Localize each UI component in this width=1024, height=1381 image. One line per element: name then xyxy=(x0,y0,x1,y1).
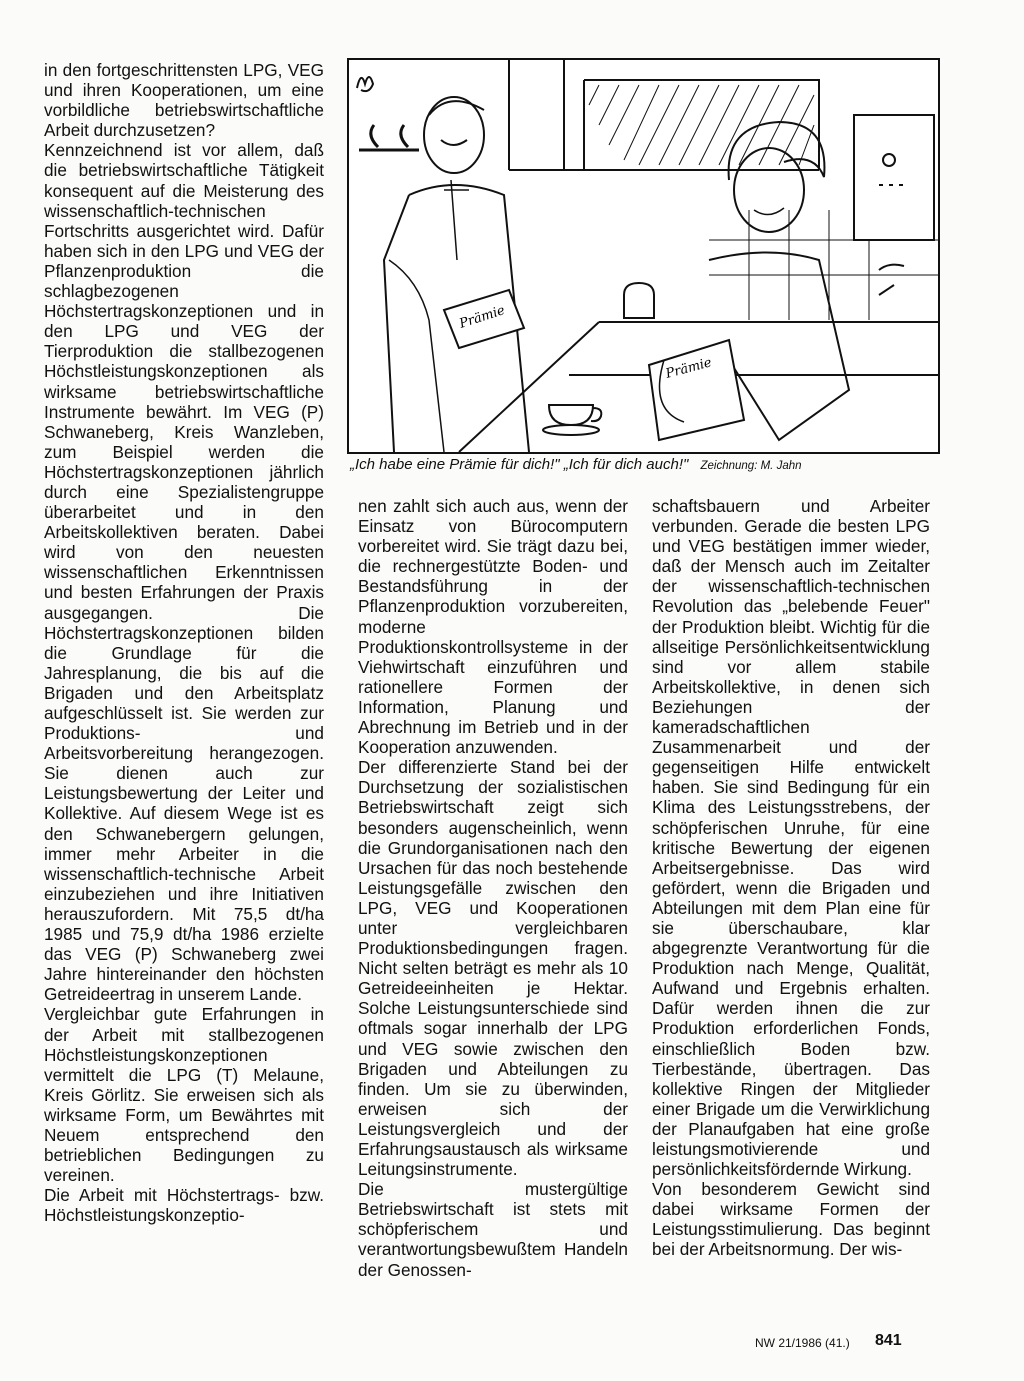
paragraph: Von besonderem Gewicht sind dabei wirksame Formen der Leistungsstimulierung. Das beginnt bei der Arbeitsnormung. Der wis- xyxy=(652,1179,930,1260)
artist-monogram xyxy=(357,77,373,91)
text-column-1 xyxy=(44,60,324,1225)
cartoon-drawing xyxy=(349,60,938,452)
paragraph: Die mustergültige Betriebswirtschaft ist stets mit schöpferischem und verantwortungsbewußtem Handeln der Genossen- xyxy=(358,1179,628,1280)
envelope-label: Prämie xyxy=(664,355,714,382)
illustration-credit: Zeichnung: M. Jahn xyxy=(700,460,802,472)
paragraph: Kennzeichnend ist vor allem, daß die betriebswirtschaftliche Tätigkeit konsequent auf die Meisterung des wissenschaftlich-technischen Fortschritts ausgerichtet wird. Dafür haben sich in den LPG und VEG der Pflanzenproduktion die schlagbezogenen Höchstertragskonzeptionen und in den LPG und VEG der Tierproduktion die stallbezogenen Höchstleistungskonzeptionen als wirksame betriebswirtschaftliche Instrumente bewährt. Im VEG (P) Schwaneberg, Kreis Wanzleben, zum Beispiel werden die Höchstertragskonzeptionen jährlich durch eine Spezialistengruppe überarbeitet und in den Arbeitskollektiven beraten. Dabei wird von den neuesten wissenschaftlichen Erkenntnissen und besten Erfahrungen der Praxis ausgegangen. Die Höchstertragskonzeptionen bilden die Grundlage für die Jahresplanung, die bis auf die Brigaden und den Arbeitsplatz aufgeschlüsselt ist. Sie werden zur Produktions- und Arbeitsvorbereitung herangezogen. Sie dienen auch zur Leistungsbewertung der Leiter und Kollektive. Auf diesem Wege ist es den Schwanebergern gelungen, immer mehr Arbeiter in die wissenschaftlich-technische Arbeit einzubeziehen und ihre Initiativen herauszufordern. Mit 75,5 dt/ha 1985 und 75,9 dt/ha 1986 erzielte das VEG (P) Schwaneberg zwei Jahre hintereinander den höchsten Getreideertrag in unserem Lande. xyxy=(44,140,324,1005)
paragraph: schaftsbauern und Arbeiter verbunden. Gerade die besten LPG und VEG bestätigen immer wieder, daß der Mensch auch im Zeitalter der wissenschaftlich-technischen Revolution das „belebende Feuer" der Produktion bleibt. Wichtig für die allseitige Persönlichkeitsentwicklung sind vor allem stabile Arbeitskollektive, in denen sich Beziehungen der kameradschaftlichen Zusammenarbeit und der gegenseitigen Hilfe entwickelt haben. Sie sind Bedingung für ein Klima des Leistungsstrebens, der schöpferischen Unruhe, für eine kritische Bewertung der eigenen Arbeitsergebnisse. Das wird gefördert, wenn die Brigaden und Abteilungen mit dem Plan eine für sie überschaubare, klar abgegrenzte Verantwortung für die Produktion nach Menge, Qualität, Aufwand und Ergebnis erhalten. Dafür werden ihnen die zur Produktion erforderlichen Fonds, einschließlich Boden bzw. Tierbestände, übertragen. Das kollektive Ringen der Mitglieder einer Brigade um die Verwirklichung der Planaufgaben hat eine große leistungsmotivierende und persönlichkeitsfördernde Wirkung. xyxy=(652,496,930,1180)
cartoon-illustration xyxy=(347,58,940,454)
paragraph: Vergleichbar gute Erfahrungen in der Arbeit mit stallbezogenen Höchstleistungskonzeptionen vermittelt die LPG (T) Melaune, Kreis Görlitz. Sie erweisen sich als wirksame Form, um Bewährtes mit Neuem entsprechend den betrieblichen Bedingungen zu vereinen. xyxy=(44,1004,324,1186)
cartoon-caption xyxy=(350,456,940,473)
paragraph: Die Arbeit mit Höchstertrags- bzw. Höchstleistungskonzeptio- xyxy=(44,1185,324,1226)
paragraph: nen zahlt sich auch aus, wenn der Einsatz von Bürocomputern vorbereitet wird. Sie trägt dazu bei, die rechnergestützte Boden- und Bestandsführung in der Pflanzenproduktion vorzubereiten, moderne Produktionskontrollsysteme in der Viehwirtschaft einzuführen und rationellere Formen der Information, Planung und Abrechnung im Betrieb und in der Kooperation anzuwenden. xyxy=(358,496,628,758)
issue-reference: NW 21/1986 (41.) xyxy=(755,1336,850,1350)
caption-text: „Ich habe eine Prämie für dich!" „Ich für dich auch!" xyxy=(350,456,689,473)
page-number: 841 xyxy=(875,1332,902,1349)
paragraph: Der differenzierte Stand bei der Durchsetzung der sozialistischen Betriebswirtschaft zeigt sich besonders augenscheinlich, wenn die Grundorganisationen nach den Ursachen für das noch bestehende Leistungsgefälle zwischen den LPG, VEG und Kooperationen unter vergleichbaren Produktionsbedingungen fragen. Nicht selten beträgt es mehr als 10 Getreideeinheiten je Hektar. Solche Leistungsunterschiede sind oftmals sogar innerhalb der LPG und VEG sowie zwischen den Brigaden und Abteilungen zu finden. Um sie zu überwinden, erweisen sich der Leistungsvergleich und der Erfahrungsaustausch als wirksame Leitungsinstrumente. xyxy=(358,757,628,1180)
text-column-2 xyxy=(358,496,628,1280)
envelope-label: Prämie xyxy=(457,303,507,332)
text-column-3 xyxy=(652,496,930,1260)
paragraph: in den fortgeschrittensten LPG, VEG und ihren Kooperationen, um eine vorbildliche betriebswirtschaftliche Arbeit durchzusetzen? xyxy=(44,60,324,141)
